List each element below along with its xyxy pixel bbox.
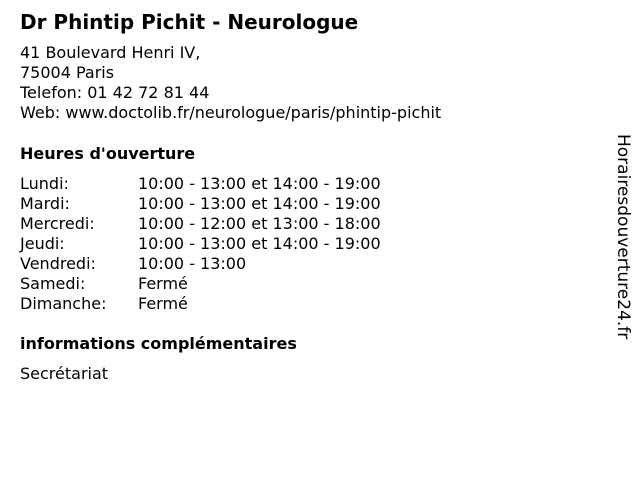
day-label: Mardi: — [20, 194, 70, 213]
time-range: 10:00 - 13:00 et 14:00 - 19:00 — [138, 174, 381, 193]
hours-row-wednesday — [20, 214, 460, 234]
hours-row-thursday — [20, 234, 460, 254]
city: 75004 Paris — [20, 63, 115, 82]
day-label: Samedi: — [20, 274, 86, 293]
address-block — [20, 43, 441, 123]
opening-hours-table — [20, 174, 460, 314]
website: Web: www.doctolib.fr/neurologue/paris/phintip-pichit — [20, 103, 442, 122]
day-label: Mercredi: — [20, 214, 95, 233]
info-text: Secrétariat — [20, 364, 109, 383]
hours-row-saturday — [20, 274, 460, 294]
hours-row-monday — [20, 174, 460, 194]
phone-number: Telefon: 01 42 72 81 44 — [20, 83, 210, 102]
page-title: Dr Phintip Pichit - Neurologue — [20, 10, 359, 34]
site-watermark: Horairesdouverture24.fr — [613, 134, 633, 340]
time-range: 10:00 - 13:00 — [138, 254, 247, 273]
street-address: 41 Boulevard Henri IV, — [20, 43, 201, 62]
hours-row-sunday — [20, 294, 460, 314]
time-range: 10:00 - 13:00 et 14:00 - 19:00 — [138, 194, 381, 213]
time-range: Fermé — [138, 274, 188, 293]
time-range: 10:00 - 13:00 et 14:00 - 19:00 — [138, 234, 381, 253]
time-range: Fermé — [138, 294, 188, 313]
time-range: 10:00 - 12:00 et 13:00 - 18:00 — [138, 214, 381, 233]
hours-row-tuesday — [20, 194, 460, 214]
day-label: Jeudi: — [20, 234, 65, 253]
hours-row-friday — [20, 254, 460, 274]
day-label: Lundi: — [20, 174, 69, 193]
info-heading: informations complémentaires — [20, 334, 297, 353]
day-label: Dimanche: — [20, 294, 107, 313]
hours-heading: Heures d'ouverture — [20, 144, 196, 163]
day-label: Vendredi: — [20, 254, 96, 273]
